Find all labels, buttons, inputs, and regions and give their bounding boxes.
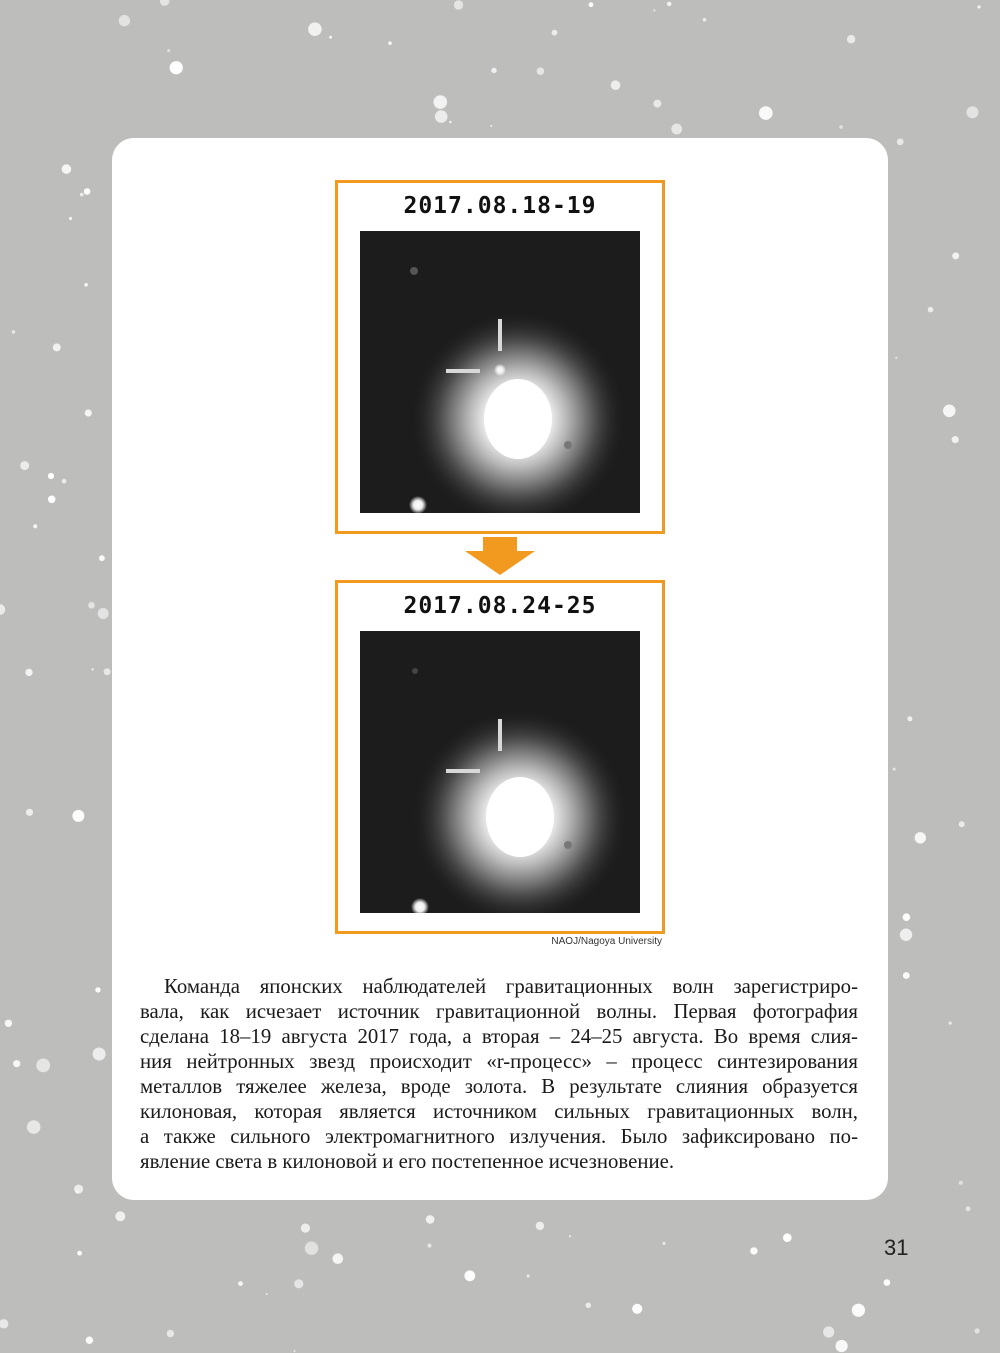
marker-vertical <box>498 719 502 751</box>
photo-date-before: 2017.08.18-19 <box>403 193 597 219</box>
caption-line: Команда японских наблюдателей гравитационных волн зарегистриро- <box>164 975 858 998</box>
marker-horizontal <box>446 369 480 373</box>
photo-frame-before <box>335 180 665 534</box>
photo-date-after: 2017.08.24-25 <box>403 593 597 619</box>
caption-paragraph <box>140 974 858 1174</box>
caption-line: сделана 18–19 августа 2017 года, а вторая – 24–25 августа. Во время слия- <box>140 1025 858 1048</box>
arrow-down-icon <box>465 537 535 575</box>
caption-line: килоновая, которая является источником сильных гравитационных волн, <box>140 1100 858 1123</box>
kilonova-photo-after <box>360 631 640 913</box>
marker-horizontal <box>446 769 480 773</box>
caption-line: ния нейтронных звезд происходит «r-процесс» – процесс синтезирования <box>140 1050 858 1073</box>
caption-line: а также сильного электромагнитного излучения. Было зафиксировано по- <box>140 1125 858 1148</box>
kilonova-source-before <box>494 364 506 376</box>
caption-line: металлов тяжелее железа, вроде золота. В результате слияния образуется <box>140 1075 858 1098</box>
photo-credit: NAOJ/Nagoya University <box>551 936 662 947</box>
photo-frame-after <box>335 580 665 934</box>
kilonova-photo-before <box>360 231 640 513</box>
marker-vertical <box>498 319 502 351</box>
caption-line: явление света в килоновой и его постепенное исчезновение. <box>140 1150 675 1173</box>
caption-line: вала, как исчезает источник гравитационной волны. Первая фотография <box>140 1000 858 1023</box>
page-number: 31 <box>884 1235 909 1260</box>
